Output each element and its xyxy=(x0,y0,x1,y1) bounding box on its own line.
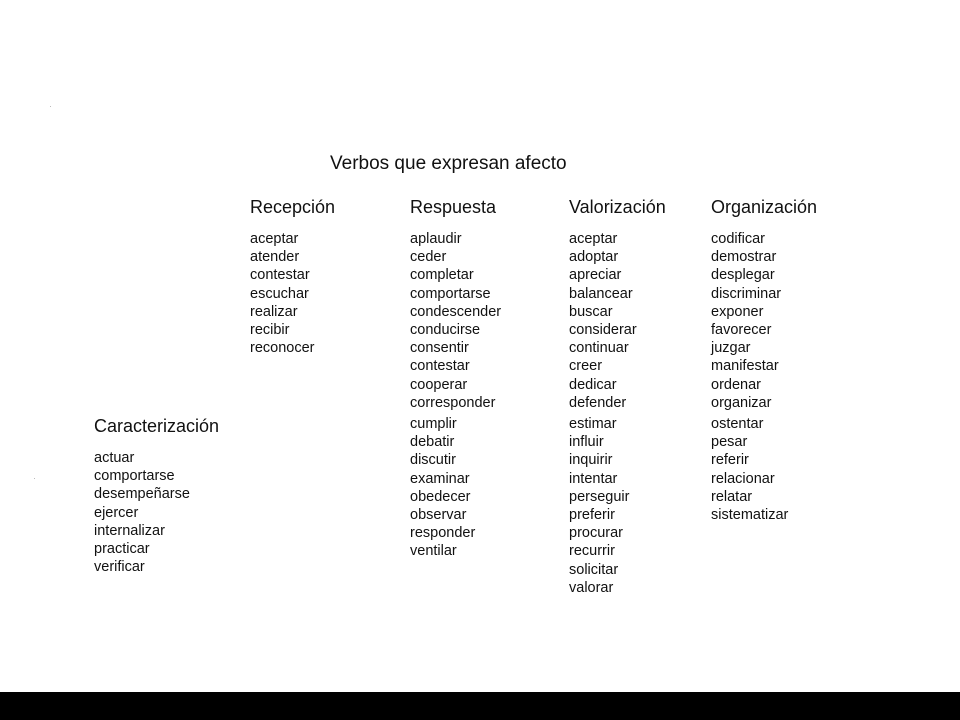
column-respuesta xyxy=(410,194,501,561)
verb-item: examinar xyxy=(410,470,470,487)
column-heading-caracterizacion: Caracterización xyxy=(94,416,220,436)
column-recepcion xyxy=(250,194,335,357)
verb-item: estimar xyxy=(569,416,617,433)
verb-item: verificar xyxy=(94,559,145,576)
verb-item: sistematizar xyxy=(711,507,789,524)
column-heading-respuesta: Respuesta xyxy=(410,197,497,217)
verb-item: ostentar xyxy=(711,416,764,433)
verb-item: reconocer xyxy=(250,340,315,357)
verb-item: ejercer xyxy=(94,504,139,521)
verb-item: considerar xyxy=(569,322,637,339)
verb-item: ordenar xyxy=(711,376,761,393)
column-heading-valorizacion: Valorización xyxy=(569,197,666,217)
verb-item: obedecer xyxy=(410,488,471,505)
verb-item: dedicar xyxy=(569,376,617,393)
verb-item: defender xyxy=(569,394,627,411)
verb-item: debatir xyxy=(410,434,455,451)
verb-item: observar xyxy=(410,507,467,524)
verb-item: preferir xyxy=(569,507,615,524)
verb-item: realizar xyxy=(250,303,298,320)
scan-speck xyxy=(50,106,51,107)
verb-item: continuar xyxy=(569,340,629,357)
verb-item: discutir xyxy=(410,452,456,469)
verb-item: comportarse xyxy=(410,285,491,302)
verb-item: atender xyxy=(250,249,300,266)
verb-item: recurrir xyxy=(569,543,615,560)
verb-list-respuesta-2 xyxy=(410,415,501,561)
column-caracterizacion xyxy=(94,413,219,576)
verb-item: relacionar xyxy=(711,470,775,487)
verb-item: creer xyxy=(569,358,603,375)
verb-item: favorecer xyxy=(711,322,772,339)
column-heading-recepcion: Recepción xyxy=(250,197,336,217)
verb-item: corresponder xyxy=(410,394,496,411)
verb-item: valorar xyxy=(569,579,614,596)
verb-item: condescender xyxy=(410,303,502,320)
verb-item: relatar xyxy=(711,488,753,505)
column-organizacion xyxy=(711,194,817,524)
verb-item: juzgar xyxy=(711,340,751,357)
verb-item: aceptar xyxy=(250,231,299,247)
verb-item: intentar xyxy=(569,470,618,487)
verb-item: balancear xyxy=(569,285,633,302)
verb-item: manifestar xyxy=(711,358,779,375)
verb-item: exponer xyxy=(711,303,764,320)
column-valorizacion xyxy=(569,194,666,597)
verb-list-organizacion-2 xyxy=(711,415,817,524)
verb-item: cumplir xyxy=(410,416,457,433)
verb-item: pesar xyxy=(711,434,748,451)
verb-item: aceptar xyxy=(569,231,618,247)
verb-item: internalizar xyxy=(94,522,165,539)
verb-item: consentir xyxy=(410,340,469,357)
verb-list-respuesta xyxy=(410,230,501,412)
verb-item: influir xyxy=(569,434,604,451)
verb-item: recibir xyxy=(250,322,290,339)
verb-item: comportarse xyxy=(94,468,175,485)
verb-item: desempeñarse xyxy=(94,486,190,503)
verb-item: ceder xyxy=(410,249,447,266)
verb-item: adoptar xyxy=(569,249,619,266)
verb-item: escuchar xyxy=(250,285,309,302)
verb-list-caracterizacion xyxy=(94,449,219,576)
verb-item: actuar xyxy=(94,450,135,466)
verb-item: buscar xyxy=(569,303,613,320)
verb-item: conducirse xyxy=(410,322,481,339)
verb-list-valorizacion-2 xyxy=(569,415,666,597)
verb-item: organizar xyxy=(711,394,772,411)
page-title: Verbos que expresan afecto xyxy=(330,153,567,174)
verb-item: procurar xyxy=(569,525,623,542)
column-heading-organizacion: Organización xyxy=(711,197,818,217)
verb-item: contestar xyxy=(410,358,470,375)
bottom-bar xyxy=(0,692,960,720)
verb-item: ventilar xyxy=(410,543,457,560)
verb-list-recepcion xyxy=(250,230,335,357)
verb-item: solicitar xyxy=(569,561,619,578)
verb-item: practicar xyxy=(94,541,150,558)
verb-item: codificar xyxy=(711,231,765,247)
verb-item: contestar xyxy=(250,267,310,284)
verb-item: aplaudir xyxy=(410,231,462,247)
verb-item: demostrar xyxy=(711,249,777,266)
verb-item: completar xyxy=(410,267,474,284)
verb-item: perseguir xyxy=(569,488,630,505)
verb-item: referir xyxy=(711,452,749,469)
verb-item: inquirir xyxy=(569,452,613,469)
verb-list-organizacion xyxy=(711,230,817,412)
verb-list-valorizacion xyxy=(569,230,666,412)
verb-item: desplegar xyxy=(711,267,775,284)
verb-item: discriminar xyxy=(711,285,782,302)
verb-item: cooperar xyxy=(410,376,468,393)
verb-item: responder xyxy=(410,525,476,542)
verb-item: apreciar xyxy=(569,267,622,284)
scan-speck xyxy=(34,478,35,479)
